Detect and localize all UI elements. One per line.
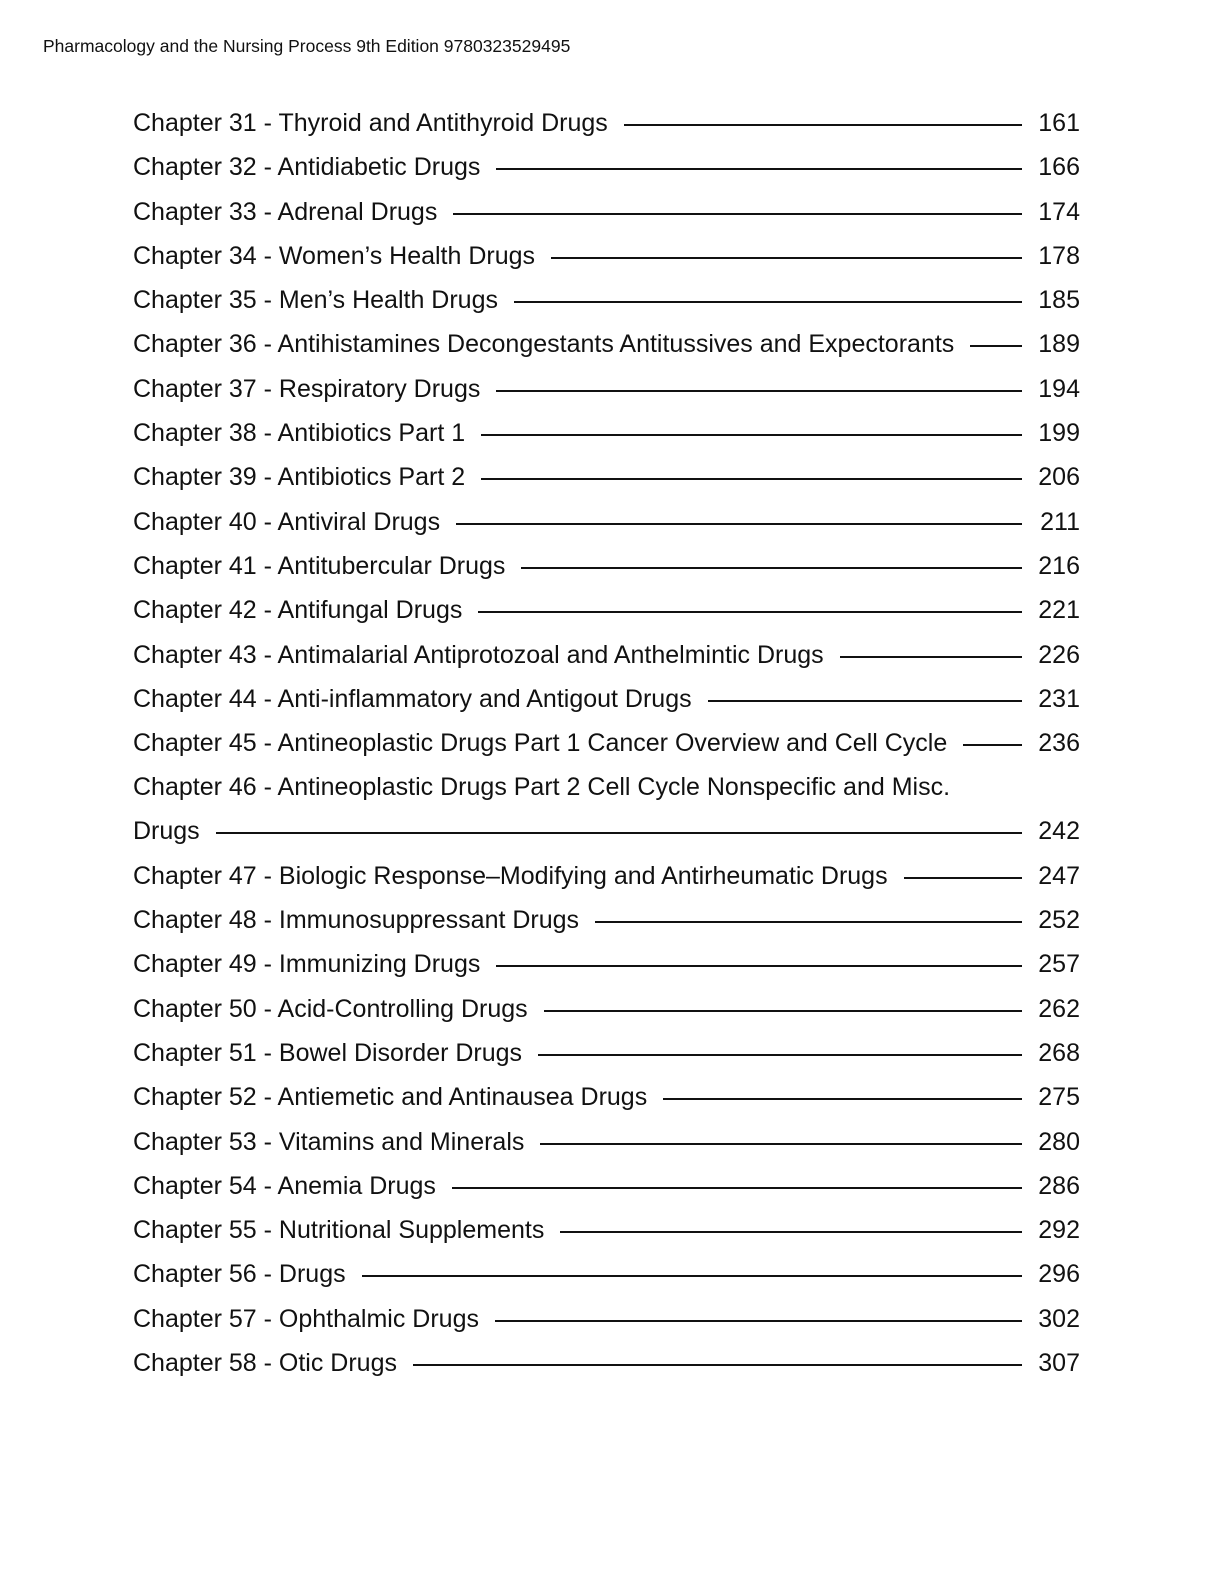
toc-entry-title: Chapter 53 - Vitamins and Minerals xyxy=(133,1127,525,1156)
toc-entry-chapter-38[interactable] xyxy=(133,418,1080,448)
toc-leader-line xyxy=(481,434,1022,436)
toc-leader-line xyxy=(521,567,1022,569)
toc-leader-line xyxy=(551,257,1022,259)
toc-entry-title: Chapter 32 - Antidiabetic Drugs xyxy=(133,153,481,182)
toc-entry-title: Chapter 31 - Thyroid and Antithyroid Drugs xyxy=(133,109,608,137)
toc-leader-line xyxy=(478,611,1022,613)
toc-leader-line xyxy=(663,1098,1022,1100)
toc-entry-page: 247 xyxy=(1038,861,1080,890)
toc-leader-line xyxy=(453,213,1022,215)
toc-entry-title: Chapter 57 - Ophthalmic Drugs xyxy=(133,1304,479,1333)
toc-leader-line xyxy=(560,1231,1022,1233)
toc-entry-page: 231 xyxy=(1038,684,1080,713)
toc-leader-line xyxy=(963,744,1022,746)
toc-entry-page: 221 xyxy=(1038,596,1080,625)
toc-entry-title: Chapter 34 - Women’s Health Drugs xyxy=(133,241,536,270)
toc-leader-line xyxy=(496,168,1022,170)
toc-leader-line xyxy=(538,1054,1022,1056)
toc-entry-chapter-39[interactable] xyxy=(133,462,1080,492)
toc-entry-chapter-57[interactable] xyxy=(133,1304,1080,1334)
toc-entry-title: Chapter 51 - Bowel Disorder Drugs xyxy=(133,1038,523,1067)
toc-entry-page: 286 xyxy=(1038,1171,1080,1200)
toc-entry-title: Chapter 35 - Men’s Health Drugs xyxy=(133,286,498,315)
toc-entry-page: 211 xyxy=(1040,507,1080,536)
toc-entry-title: Chapter 55 - Nutritional Supplements xyxy=(133,1216,545,1245)
toc-entry-title: Chapter 44 - Anti-inflammatory and Antigout Drugs xyxy=(133,684,692,713)
toc-leader-line xyxy=(481,478,1022,480)
toc-entry-page: 174 xyxy=(1038,197,1080,226)
toc-leader-line xyxy=(362,1275,1022,1277)
toc-entry-page: 216 xyxy=(1038,551,1080,580)
toc-entry-page: 307 xyxy=(1038,1349,1080,1378)
toc-entry-chapter-58[interactable] xyxy=(133,1348,1080,1378)
toc-entry-chapter-32[interactable] xyxy=(133,152,1080,182)
toc-entry-page: 280 xyxy=(1038,1127,1080,1156)
toc-entry-page: 296 xyxy=(1038,1260,1080,1289)
toc-entry-chapter-51[interactable] xyxy=(133,1038,1080,1068)
toc-entry-chapter-47[interactable] xyxy=(133,861,1080,891)
page-header: Pharmacology and the Nursing Process 9th Edition 9780323529495 xyxy=(43,36,571,56)
toc-leader-line xyxy=(904,877,1022,879)
toc-entry-chapter-55[interactable] xyxy=(133,1215,1080,1245)
toc-entry-page: 199 xyxy=(1038,419,1080,448)
toc-entry-page: 189 xyxy=(1038,330,1080,359)
toc-entry-page: 194 xyxy=(1038,374,1080,403)
toc-entry-title: Chapter 50 - Acid-Controlling Drugs xyxy=(133,994,528,1023)
toc-entry-chapter-41[interactable] xyxy=(133,551,1080,581)
toc-leader-line xyxy=(595,921,1022,923)
toc-entry-title: Chapter 33 - Adrenal Drugs xyxy=(133,197,438,226)
toc-entry-chapter-45[interactable] xyxy=(133,728,1080,758)
table-of-contents xyxy=(133,108,1080,1392)
toc-entry-chapter-42[interactable] xyxy=(133,595,1080,625)
toc-entry-page: 252 xyxy=(1038,906,1080,935)
toc-entry-chapter-34[interactable] xyxy=(133,241,1080,271)
toc-leader-line xyxy=(970,345,1022,347)
toc-entry-chapter-44[interactable] xyxy=(133,684,1080,714)
toc-entry-title: Chapter 38 - Antibiotics Part 1 xyxy=(133,419,466,448)
toc-entry-chapter-49[interactable] xyxy=(133,949,1080,979)
toc-entry-title: Chapter 41 - Antitubercular Drugs xyxy=(133,551,506,580)
toc-leader-line xyxy=(216,832,1022,834)
toc-entry-page: 262 xyxy=(1038,994,1080,1023)
toc-leader-line xyxy=(624,124,1022,126)
toc-entry-chapter-33[interactable] xyxy=(133,197,1080,227)
toc-entry-title: Chapter 52 - Antiemetic and Antinausea Drugs xyxy=(133,1083,648,1112)
toc-entry-title: Chapter 47 - Biologic Response–Modifying and Antirheumatic Drugs xyxy=(133,861,888,890)
toc-leader-line xyxy=(496,965,1022,967)
toc-entry-chapter-46[interactable] xyxy=(133,772,1080,846)
toc-entry-page: 178 xyxy=(1038,241,1080,270)
toc-entry-page: 161 xyxy=(1038,109,1080,137)
toc-leader-line xyxy=(495,1320,1022,1322)
toc-entry-title: Chapter 39 - Antibiotics Part 2 xyxy=(133,463,466,492)
toc-leader-line xyxy=(496,390,1022,392)
toc-entry-chapter-48[interactable] xyxy=(133,905,1080,935)
toc-entry-chapter-52[interactable] xyxy=(133,1082,1080,1112)
toc-entry-chapter-37[interactable] xyxy=(133,374,1080,404)
toc-leader-line xyxy=(540,1143,1022,1145)
toc-entry-chapter-35[interactable] xyxy=(133,285,1080,315)
toc-leader-line xyxy=(456,523,1022,525)
toc-entry-title: Chapter 56 - Drugs xyxy=(133,1260,346,1289)
toc-entry-title: Chapter 40 - Antiviral Drugs xyxy=(133,507,441,536)
toc-entry-title: Chapter 54 - Anemia Drugs xyxy=(133,1171,436,1200)
toc-leader-line xyxy=(413,1364,1022,1366)
toc-entry-chapter-54[interactable] xyxy=(133,1171,1080,1201)
toc-leader-line xyxy=(708,700,1022,702)
toc-entry-title: Chapter 42 - Antifungal Drugs xyxy=(133,596,463,625)
toc-leader-line xyxy=(544,1010,1022,1012)
toc-entry-page: 302 xyxy=(1038,1304,1080,1333)
toc-entry-page: 185 xyxy=(1038,286,1080,315)
toc-entry-title: Chapter 46 - Antineoplastic Drugs Part 2 Cell Cycle Nonspecific and Misc. xyxy=(133,773,951,802)
toc-entry-title: Chapter 49 - Immunizing Drugs xyxy=(133,950,481,979)
toc-entry-title: Chapter 43 - Antimalarial Antiprotozoal and Anthelmintic Drugs xyxy=(133,640,824,669)
toc-entry-page: 268 xyxy=(1038,1038,1080,1067)
toc-entry-page: 206 xyxy=(1038,463,1080,492)
toc-entry-title: Chapter 36 - Antihistamines Decongestants Antitussives and Expectorants xyxy=(133,330,955,359)
toc-entry-page: 292 xyxy=(1038,1216,1080,1245)
toc-entry-title: Chapter 58 - Otic Drugs xyxy=(133,1349,397,1378)
toc-entry-page: 166 xyxy=(1038,153,1080,182)
toc-entry-title: Chapter 48 - Immunosuppressant Drugs xyxy=(133,906,580,935)
toc-entry-page: 275 xyxy=(1038,1083,1080,1112)
toc-entry-chapter-40[interactable] xyxy=(133,507,1080,537)
toc-entry-chapter-31[interactable] xyxy=(133,108,1080,138)
toc-entry-title: Chapter 37 - Respiratory Drugs xyxy=(133,374,481,403)
toc-entry-chapter-53[interactable] xyxy=(133,1127,1080,1157)
toc-entry-chapter-36[interactable] xyxy=(133,329,1080,359)
toc-entry-chapter-50[interactable] xyxy=(133,994,1080,1024)
toc-leader-line xyxy=(452,1187,1022,1189)
toc-entry-page: 236 xyxy=(1038,729,1080,758)
toc-leader-line xyxy=(840,656,1022,658)
toc-entry-title: Chapter 45 - Antineoplastic Drugs Part 1 Cancer Overview and Cell Cycle xyxy=(133,729,948,758)
toc-entry-page: 226 xyxy=(1038,640,1080,669)
toc-entry-chapter-56[interactable] xyxy=(133,1259,1080,1289)
toc-entry-title-continued: Drugs xyxy=(133,817,200,846)
toc-leader-line xyxy=(514,301,1022,303)
toc-entry-page: 242 xyxy=(1038,817,1080,846)
toc-entry-chapter-43[interactable] xyxy=(133,640,1080,670)
toc-entry-page: 257 xyxy=(1038,950,1080,979)
